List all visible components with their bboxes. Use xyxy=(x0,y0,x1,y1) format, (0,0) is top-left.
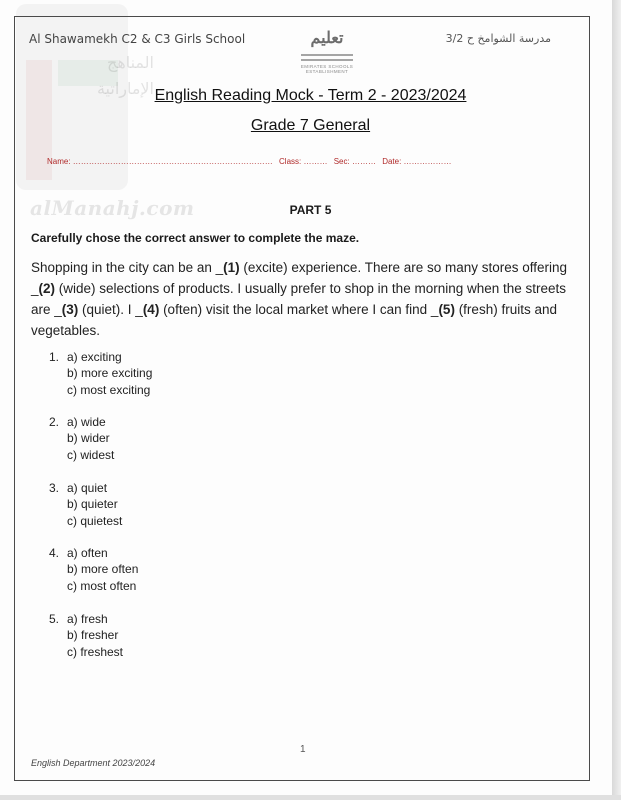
blank-1: (1) xyxy=(223,260,240,275)
class-field[interactable]: Class: ……… xyxy=(279,157,328,166)
option-b[interactable]: b) wider xyxy=(67,431,110,446)
option-a[interactable]: a) wide xyxy=(67,415,106,429)
blank-5: (5) xyxy=(438,302,455,317)
passage-text: (fresh) fruits and vegetables. xyxy=(31,302,557,338)
question-3 xyxy=(49,480,122,529)
reading-passage xyxy=(31,257,576,341)
name-field[interactable]: Name: ………………………………………………………………… xyxy=(47,157,273,166)
option-b[interactable]: b) quieter xyxy=(67,497,118,512)
logo-lines xyxy=(301,54,353,61)
logo-english: EMIRATES SCHOOLS ESTABLISHMENT xyxy=(300,64,354,74)
passage-text: (quiet). I _ xyxy=(78,302,143,317)
blank-2: (2) xyxy=(38,281,56,296)
exam-subtitle: Grade 7 General xyxy=(250,117,371,134)
passage-text: (often) visit the local market where I can find _ xyxy=(159,302,439,317)
question-number: 5. xyxy=(49,612,60,626)
school-name-en: Al Shawamekh C2 & C3 Girls School xyxy=(29,32,246,46)
option-b[interactable]: b) fresher xyxy=(67,628,119,643)
blank-3: (3) xyxy=(61,302,79,317)
footer-department: English Department 2023/2024 xyxy=(31,758,156,768)
option-a[interactable]: a) exciting xyxy=(67,350,122,364)
question-number: 1. xyxy=(49,350,60,364)
watermark-ar-line2: الإماراتية xyxy=(96,79,154,98)
watermark-ar-line1: المناهج xyxy=(106,53,154,72)
question-2 xyxy=(49,414,114,463)
watermark-site: alManahj.com xyxy=(30,196,195,220)
question-1 xyxy=(49,349,152,398)
option-c[interactable]: c) freshest xyxy=(67,644,124,659)
question-5 xyxy=(49,611,123,660)
option-c[interactable]: c) quietest xyxy=(67,513,123,528)
option-c[interactable]: c) most exciting xyxy=(67,382,151,397)
option-a[interactable]: a) often xyxy=(67,546,108,560)
page-bottom-shadow xyxy=(0,795,621,800)
sec-field[interactable]: Sec: ……… xyxy=(333,157,376,166)
passage-text: (wide) selections of products. I usually prefer to shop in the morning when the streets are _ xyxy=(31,281,567,317)
option-b[interactable]: b) more exciting xyxy=(67,366,153,381)
page-number: 1 xyxy=(300,744,306,755)
passage-text: Shopping in the city can be an _ xyxy=(31,260,224,275)
part-heading: PART 5 xyxy=(289,203,332,217)
option-a[interactable]: a) quiet xyxy=(67,481,108,495)
option-c[interactable]: c) most often xyxy=(67,578,137,593)
school-name-ar: مدرسة الشوامخ ح 3/2 xyxy=(445,32,551,45)
question-number: 2. xyxy=(49,415,60,429)
question-number: 4. xyxy=(49,546,60,560)
student-info-line xyxy=(47,157,456,166)
ese-logo xyxy=(298,25,356,83)
passage-text: (excite) experience. There are so many stores offering _ xyxy=(31,260,568,296)
option-a[interactable]: a) fresh xyxy=(67,612,108,626)
option-c[interactable]: c) widest xyxy=(67,447,115,462)
question-4 xyxy=(49,545,138,594)
instruction: Carefully chose the correct answer to complete the maze. xyxy=(31,231,360,245)
question-number: 3. xyxy=(49,481,60,495)
option-b[interactable]: b) more often xyxy=(67,562,139,577)
date-field[interactable]: Date: ……………… xyxy=(382,157,452,166)
logo-arabic: تعليم xyxy=(310,28,344,47)
blank-4: (4) xyxy=(142,302,160,317)
exam-title: English Reading Mock - Term 2 - 2023/2024 xyxy=(154,87,467,104)
